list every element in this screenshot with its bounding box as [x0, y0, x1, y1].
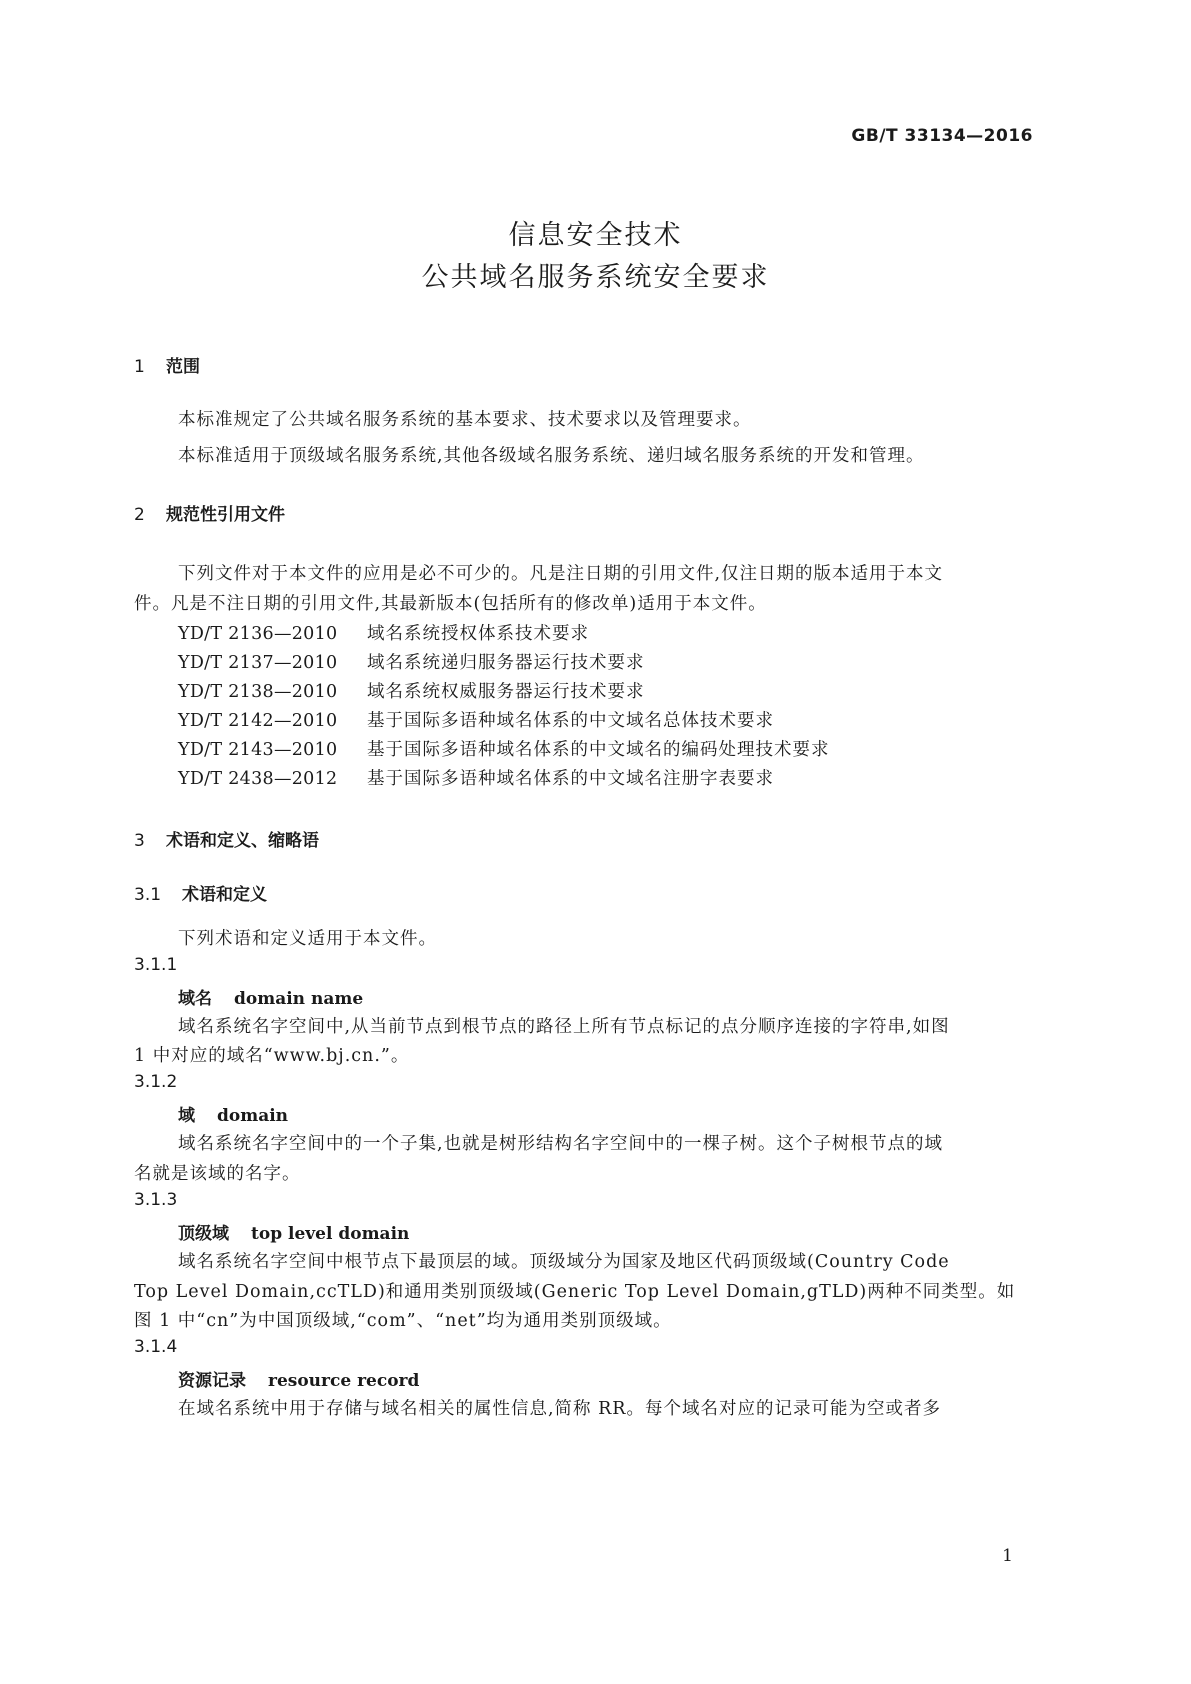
term-chinese: 顶级域 — [178, 1224, 229, 1244]
reference-item — [178, 620, 589, 645]
reference-code: YD/T 2136—2010 — [178, 624, 338, 644]
term-definition: 域名系统名字空间中,从当前节点到根节点的路径上所有节点标记的点分顺序连接的字符串,如图 — [178, 1017, 950, 1037]
term-heading — [178, 1366, 419, 1391]
section-3-heading — [134, 826, 319, 851]
term-definition-continuation: 1 中对应的域名“www.bj.cn.”。 — [134, 1046, 410, 1066]
term-definition-continuation: Top Level Domain,ccTLD)和通用类别顶级域(Generic Top Level Domain,gTLD)两种不同类型。如 — [134, 1282, 1016, 1302]
section-number: 1 — [134, 357, 145, 377]
term-english: top level domain — [251, 1224, 410, 1244]
document-title-line1: 信息安全技术 — [508, 220, 683, 251]
term-heading — [178, 1219, 409, 1244]
term-heading — [178, 1101, 288, 1126]
section-number: 3 — [134, 831, 145, 851]
reference-item — [178, 765, 774, 790]
standard-code: GB/T 33134—2016 — [851, 126, 1033, 146]
paragraph: 本标准适用于顶级域名服务系统,其他各级域名服务系统、递归域名服务系统的开发和管理。 — [178, 446, 925, 466]
term-number: 3.1.2 — [134, 1072, 178, 1092]
section-1-heading — [134, 352, 200, 377]
term-english: domain — [217, 1106, 289, 1126]
section-title: 规范性引用文件 — [166, 505, 285, 525]
term-chinese: 域名 — [178, 989, 212, 1009]
term-english: resource record — [268, 1371, 420, 1391]
reference-item — [178, 649, 645, 674]
section-title: 范围 — [166, 357, 200, 377]
term-definition: 在域名系统中用于存储与域名相关的属性信息,简称 RR。每个域名对应的记录可能为空或者多 — [178, 1399, 941, 1419]
reference-title: 基于国际多语种域名体系的中文域名的编码处理技术要求 — [367, 740, 830, 760]
paragraph: 下列术语和定义适用于本文件。 — [178, 929, 437, 949]
reference-title: 域名系统权威服务器运行技术要求 — [367, 682, 645, 702]
reference-code: YD/T 2438—2012 — [178, 769, 338, 789]
subsection-title: 术语和定义 — [182, 885, 267, 905]
term-number: 3.1.3 — [134, 1190, 178, 1210]
reference-title: 域名系统授权体系技术要求 — [367, 624, 589, 644]
term-definition-continuation: 图 1 中“cn”为中国顶级域,“com”、“net”均为通用类别顶级域。 — [134, 1311, 672, 1331]
term-definition: 域名系统名字空间中的一个子集,也就是树形结构名字空间中的一棵子树。这个子树根节点的域 — [178, 1134, 944, 1154]
reference-item — [178, 678, 645, 703]
reference-code: YD/T 2138—2010 — [178, 682, 338, 702]
reference-code: YD/T 2143—2010 — [178, 740, 338, 760]
term-heading — [178, 984, 363, 1009]
term-number: 3.1.1 — [134, 955, 178, 975]
reference-item — [178, 707, 774, 732]
reference-title: 基于国际多语种域名体系的中文域名注册字表要求 — [367, 769, 774, 789]
term-chinese: 资源记录 — [178, 1371, 246, 1391]
subsection-number: 3.1 — [134, 885, 162, 905]
term-definition-continuation: 名就是该域的名字。 — [134, 1164, 301, 1184]
page-number: 1 — [1002, 1546, 1013, 1566]
document-title-line2: 公共域名服务系统安全要求 — [421, 262, 770, 293]
paragraph: 本标准规定了公共域名服务系统的基本要求、技术要求以及管理要求。 — [178, 410, 752, 430]
term-definition: 域名系统名字空间中根节点下最顶层的域。顶级域分为国家及地区代码顶级域(Country Code — [178, 1252, 950, 1272]
term-english: domain name — [234, 989, 364, 1009]
term-chinese: 域 — [178, 1106, 195, 1126]
paragraph-continuation: 件。凡是不注日期的引用文件,其最新版本(包括所有的修改单)适用于本文件。 — [134, 594, 767, 614]
reference-code: YD/T 2142—2010 — [178, 711, 338, 731]
reference-code: YD/T 2137—2010 — [178, 653, 338, 673]
reference-title: 域名系统递归服务器运行技术要求 — [367, 653, 645, 673]
subsection-3-1-heading — [134, 880, 267, 905]
section-number: 2 — [134, 505, 145, 525]
paragraph: 下列文件对于本文件的应用是必不可少的。凡是注日期的引用文件,仅注日期的版本适用于本文 — [178, 564, 944, 584]
section-title: 术语和定义、缩略语 — [166, 831, 319, 851]
section-2-heading — [134, 500, 285, 525]
reference-item — [178, 736, 830, 761]
term-number: 3.1.4 — [134, 1337, 178, 1357]
reference-title: 基于国际多语种域名体系的中文域名总体技术要求 — [367, 711, 774, 731]
